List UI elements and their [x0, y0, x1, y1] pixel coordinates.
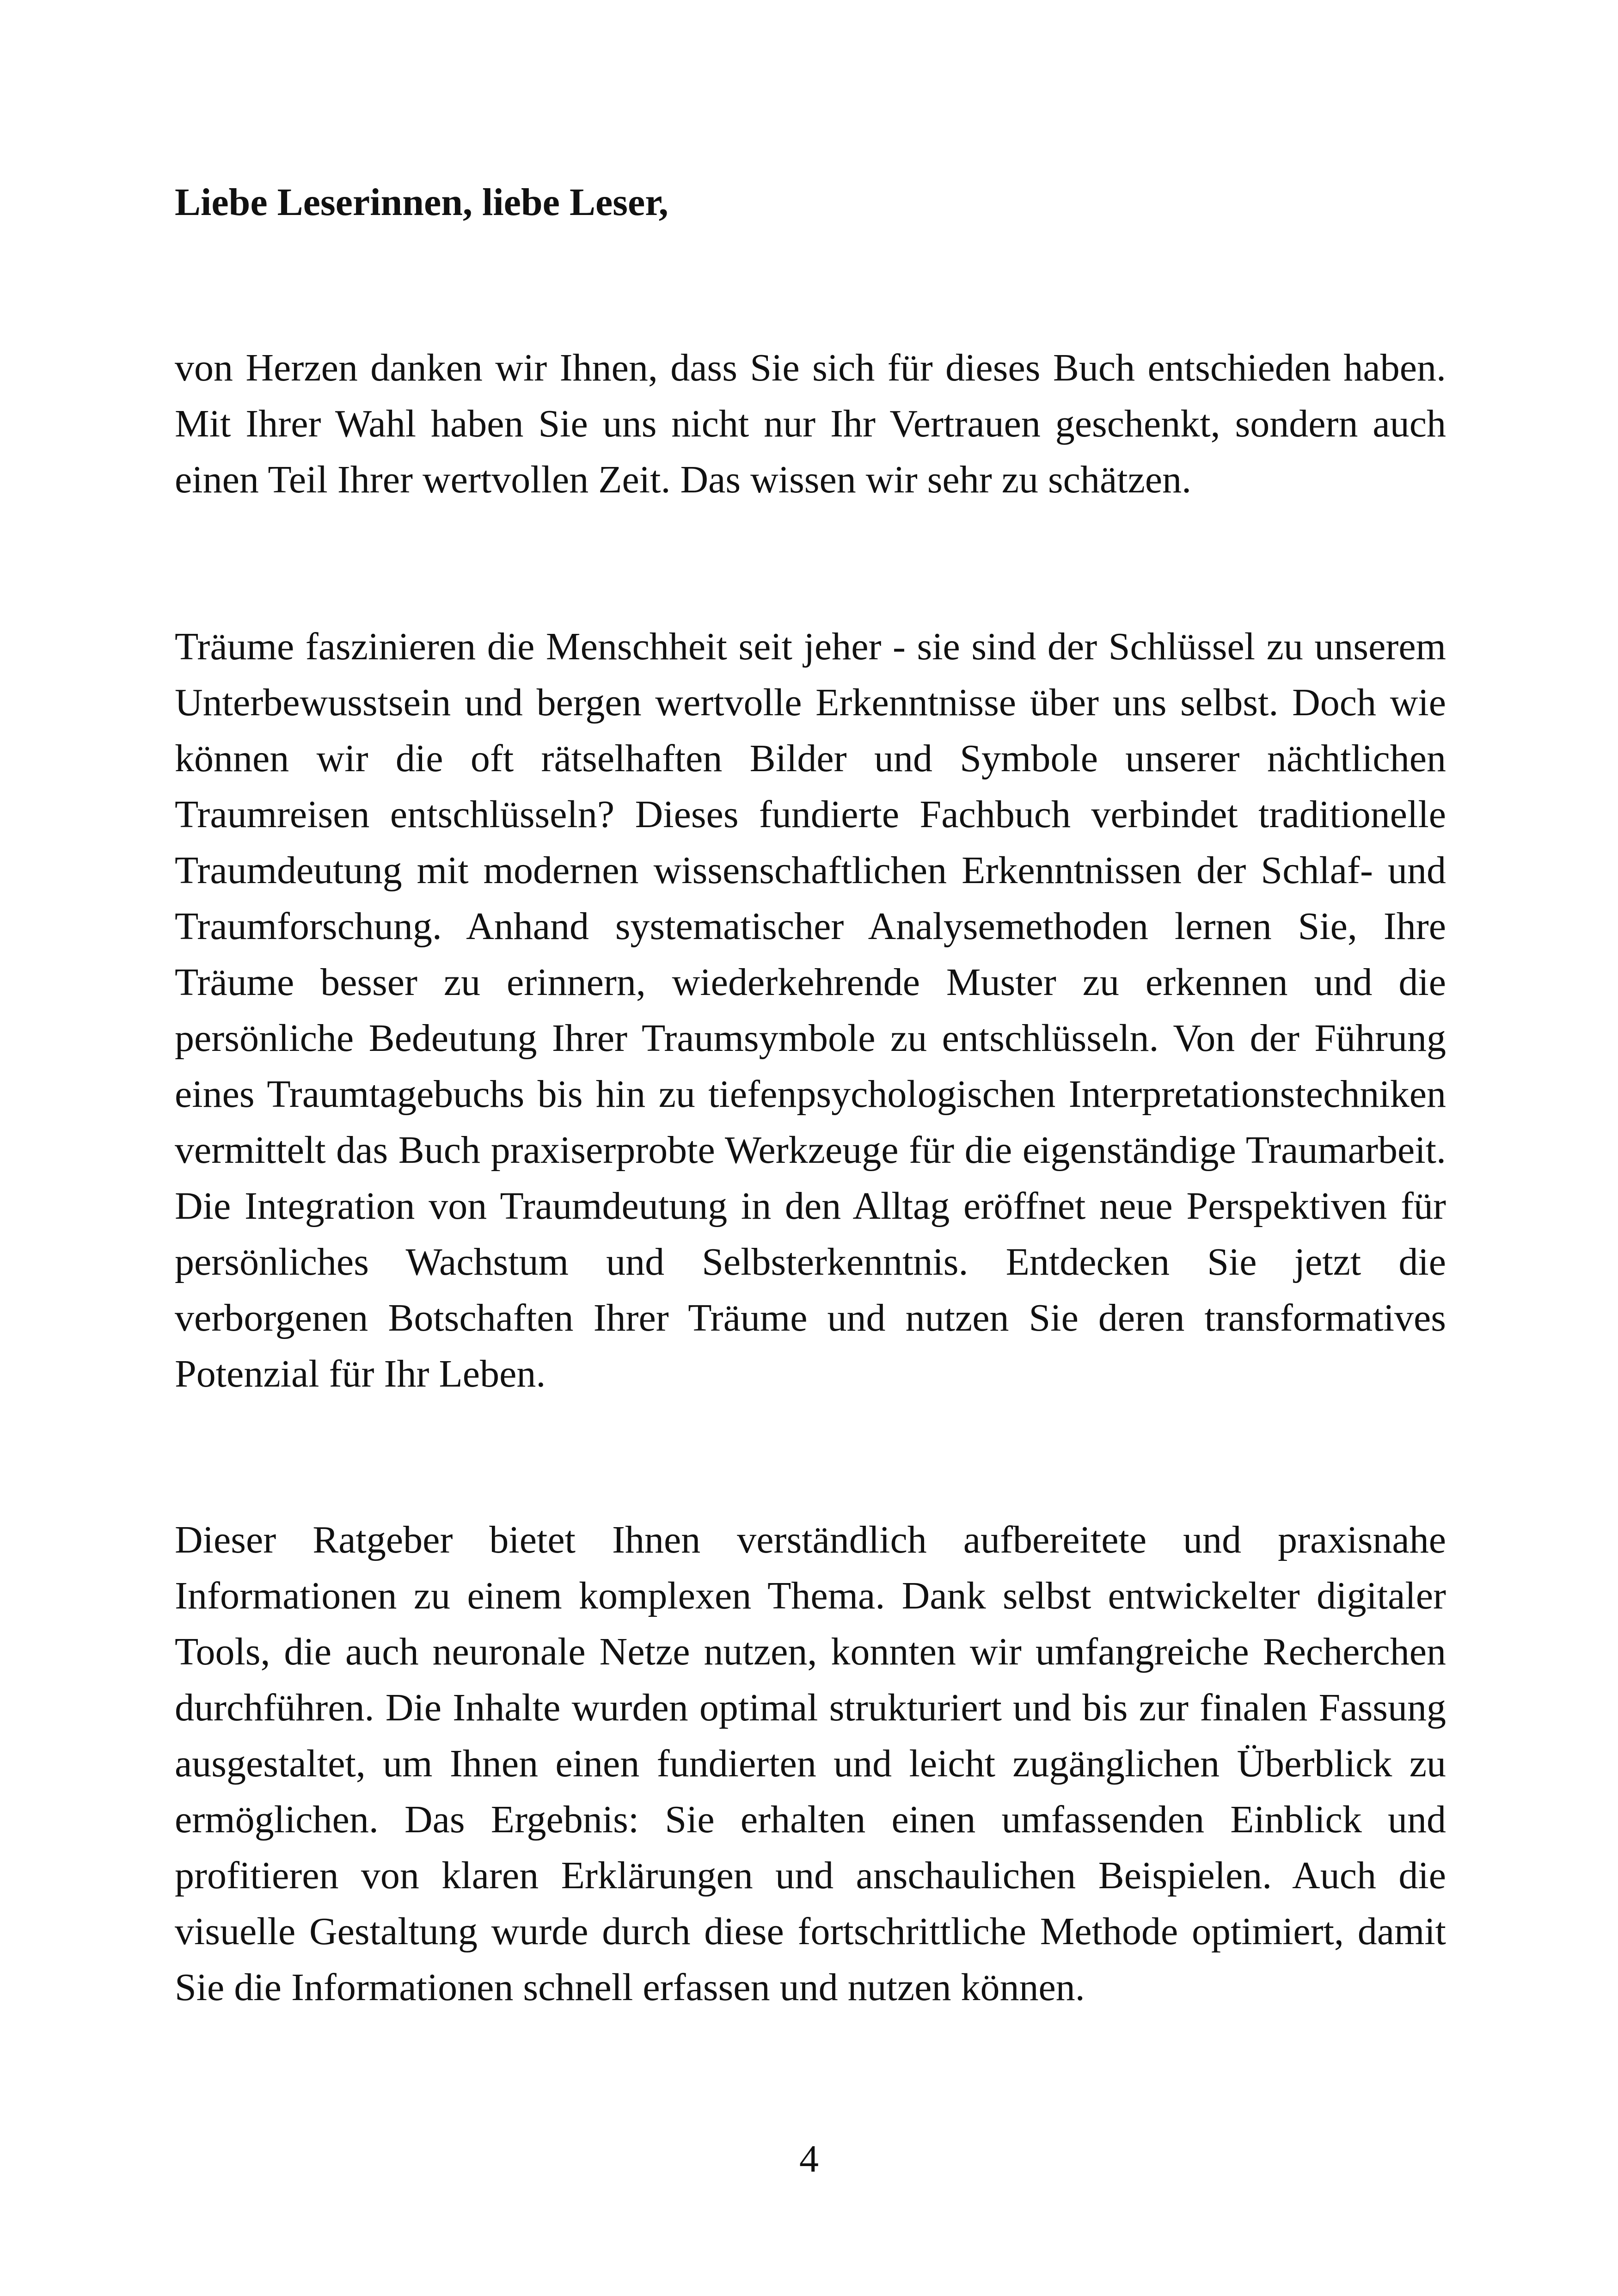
paragraph-thanks: von Herzen danken wir Ihnen, dass Sie sich für dieses Buch entschieden haben. Mit Ihrer Wahl haben Sie uns nicht nur Ihr Vertrauen geschenkt, sondern auch einen Teil Ihrer wertvollen Zeit. Das wissen wir sehr zu schätzen.: [175, 346, 1446, 501]
page-number: 4: [799, 2137, 819, 2180]
paragraph-book-description: Träume faszinieren die Menschheit seit jeher - sie sind der Schlüssel zu unserem Unterbewusstsein und bergen wertvolle Erkenntnisse über uns selbst. Doch wie können wir die oft rätselhaften Bilder und Symbole unserer nächtlichen Traumreisen entschlüsseln? Dieses fundierte Fachbuch verbindet traditionelle Traumdeutung mit modernen wissenschaftlichen Erkenntnissen der Schlaf- und Traumforschung. Anhand systematischer Analysemethoden lernen Sie, Ihre Träume besser zu erinnern, wiederkehrende Muster zu erkennen und die persönliche Bedeutung Ihrer Traumsymbole zu entschlüsseln. Von der Führung eines Traumtagebuchs bis hin zu tiefenpsychologischen Interpretationstechniken vermittelt das Buch praxiserprobte Werkzeuge für die eigenständige Traumarbeit. Die Integration von Traumdeutung in den Alltag eröffnet neue Perspektiven für persönliches Wachstum und Selbsterkenntnis. Entdecken Sie jetzt die verborgenen Botschaften Ihrer Träume und nutzen Sie deren transformatives Potenzial für Ihr Leben.: [175, 625, 1446, 1395]
paragraph-methodology: Dieser Ratgeber bietet Ihnen verständlich aufbereitete und praxisnahe Informationen zu einem komplexen Thema. Dank selbst entwickelter digitaler Tools, die auch neuronale Netze nutzen, konnten wir umfangreiche Recherchen durchführen. Die Inhalte wurden optimal strukturiert und bis zur finalen Fassung ausgestaltet, um Ihnen einen fundierten und leicht zugänglichen Überblick zu ermöglichen. Das Ergebnis: Sie erhalten einen umfassenden Einblick und profitieren von klaren Erklärungen und anschaulichen Beispielen. Auch die visuelle Gestaltung wurde durch diese fortschrittliche Methode optimiert, damit Sie die Informationen schnell erfassen und nutzen können.: [175, 1518, 1446, 2009]
greeting-heading: Liebe Leserinnen, liebe Leser,: [175, 181, 668, 224]
